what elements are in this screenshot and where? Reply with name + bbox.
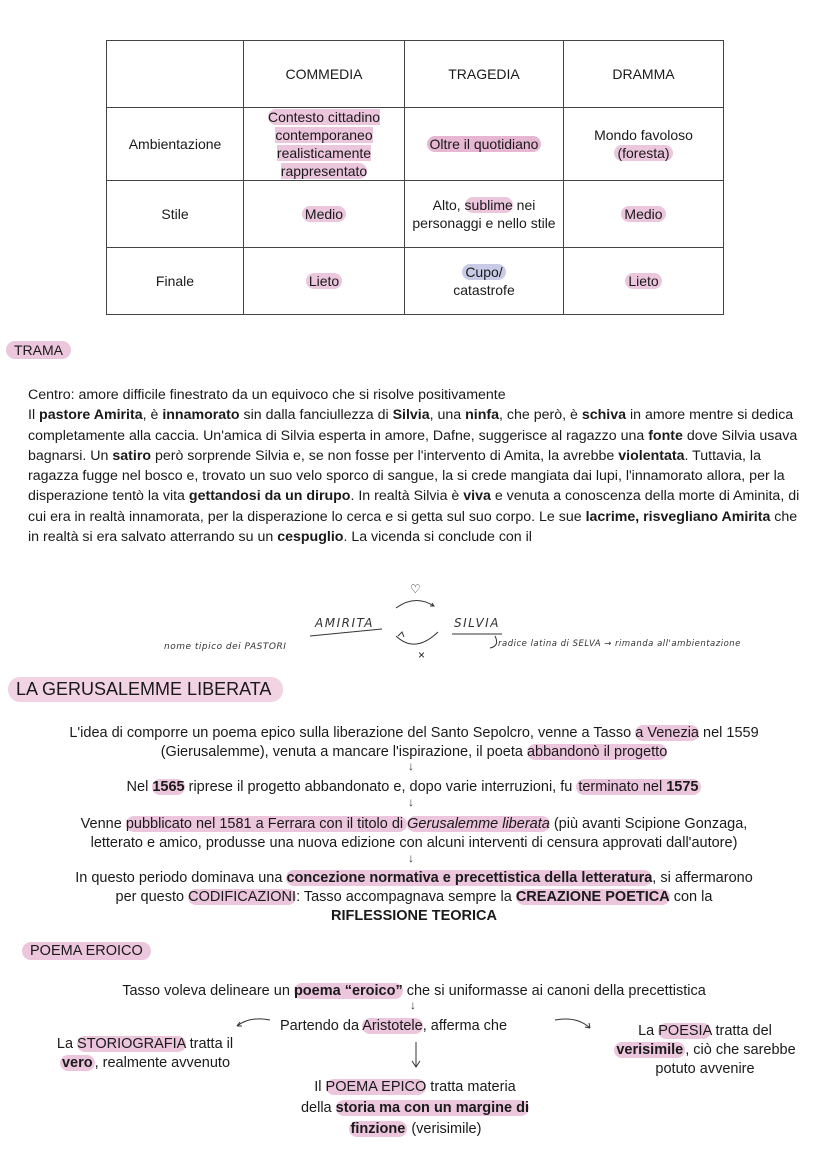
text: La xyxy=(56,1036,78,1052)
text: Tasso voleva delineare un xyxy=(122,983,294,999)
text: concezione normativa e precettistica della letteratura xyxy=(286,870,653,886)
cell-dramma-ambientazione xyxy=(564,108,724,181)
text: viva xyxy=(463,488,491,505)
cell-text: Oltre il quotidiano xyxy=(427,136,542,152)
gerusalemme-step-3 xyxy=(0,815,828,853)
cell-commedia-stile xyxy=(244,181,405,248)
text: POEMA EPICO xyxy=(325,1079,427,1095)
text: storia ma con un margine di xyxy=(335,1100,530,1116)
gerusalemme-step-2 xyxy=(0,778,828,797)
text: della xyxy=(300,1100,336,1116)
cell-text: Medio xyxy=(621,206,665,222)
cell-text: Mondo favoloso xyxy=(594,127,693,143)
text: , che però, è xyxy=(499,407,582,424)
cell-tragedia-finale xyxy=(405,248,564,315)
text: Nel xyxy=(126,779,153,795)
text: L'idea di comporre un poema epico sulla liberazione del Santo Sepolcro, venne a Tasso xyxy=(69,725,636,741)
text: In questo periodo dominava una xyxy=(75,870,287,886)
cell-text: (foresta) xyxy=(614,145,672,161)
text: schiva xyxy=(581,407,627,424)
trama-heading: TRAMA xyxy=(6,341,71,359)
text: : Tasso accompagnava sempre la xyxy=(296,889,516,905)
cell-commedia-ambientazione xyxy=(244,108,405,181)
text: Aristotele xyxy=(362,1018,423,1034)
text: in amore mentre si dedica completamente alla caccia. Un'amica di Silvia esperta in amore, Dafne, suggerisce al ragazzo una xyxy=(28,407,794,444)
text: però sorprende Silvia e, se non fosse per l'intervento di Amita, la avrebbe xyxy=(151,447,619,464)
text: CODIFICAZIONI xyxy=(188,889,297,905)
text: vero xyxy=(61,1055,93,1071)
text: , una xyxy=(429,407,466,424)
down-arrow-icon: ↓ xyxy=(408,851,414,865)
cell-text: Contesto cittadino contemporaneo realisticamente rappresentato xyxy=(267,109,381,179)
text: verisimile xyxy=(616,1042,684,1058)
text: POESIA xyxy=(658,1023,712,1039)
gerusalemme-step-4 xyxy=(0,869,828,926)
text: riprese il progetto abbandonato e, dopo varie interruzioni, fu xyxy=(184,779,577,795)
text: Venne xyxy=(80,816,126,832)
comparison-table xyxy=(106,40,724,315)
poema-heading: POEMA EROICO xyxy=(22,942,151,960)
text: violentata xyxy=(618,447,685,464)
text: che si uniformasse ai canoni della precettistica xyxy=(402,983,706,999)
text: a Venezia xyxy=(635,725,699,741)
cell-text: Alto, xyxy=(432,197,465,213)
text: ninfa xyxy=(465,407,500,424)
cell-dramma-stile xyxy=(564,181,724,248)
text: cespuglio xyxy=(277,529,344,546)
poema-arrows xyxy=(225,1012,605,1072)
trama-intro: Centro: amore difficile finestrato da un equivoco che si risolve positivamente xyxy=(28,387,506,403)
gerusalemme-heading: LA GERUSALEMME LIBERATA xyxy=(8,677,283,702)
text: che in realtà si era salvato atterrando su un xyxy=(28,508,798,546)
gerusalemme-step-1 xyxy=(0,724,828,762)
text: con la xyxy=(669,889,713,905)
row-label-stile: Stile xyxy=(107,181,244,248)
cell-tragedia-stile xyxy=(405,181,564,248)
table-header-empty xyxy=(107,41,244,108)
sketch-note-selva: radice latina di SELVA → rimanda all'ambientazione xyxy=(498,639,741,649)
cell-text: catastrofe xyxy=(453,282,515,298)
text: Silvia xyxy=(392,407,430,424)
poema-storiografia xyxy=(20,1035,270,1073)
text: , afferma che xyxy=(422,1018,508,1034)
text: abbandonò il progetto xyxy=(526,744,668,760)
cross-icon: × xyxy=(418,648,426,662)
text: La xyxy=(638,1023,659,1039)
sketch-name-silvia: SILVIA xyxy=(454,616,500,630)
text: nel 1559 xyxy=(698,725,759,741)
text: , è xyxy=(142,407,163,424)
table-header-dramma: DRAMMA xyxy=(564,41,724,108)
text: Partendo da xyxy=(280,1018,363,1034)
heart-icon: ♡ xyxy=(410,582,421,596)
text: fonte xyxy=(648,427,683,444)
text: (Gierusalemme), venuta a mancare l'ispirazione, il poeta xyxy=(160,744,527,760)
text: pastore Amirita xyxy=(39,407,143,424)
text: (verisimile) xyxy=(407,1121,482,1137)
row-label-ambientazione: Ambientazione xyxy=(107,108,244,181)
text: poema “eroico” xyxy=(293,983,403,999)
cell-text: Medio xyxy=(302,206,346,222)
text: innamorato xyxy=(162,407,240,424)
text: Il xyxy=(28,407,40,424)
text: STORIOGRAFIA xyxy=(77,1036,186,1052)
text: RIFLESSIONE TEORICA xyxy=(331,908,497,924)
trama-text xyxy=(28,385,803,547)
text: gettandosi da un dirupo xyxy=(188,488,351,505)
text: potuto avvenire xyxy=(655,1061,755,1077)
text: . La vicenda si conclude con il xyxy=(343,529,532,546)
text: 1575 xyxy=(666,779,701,795)
text: satiro xyxy=(112,447,152,464)
text: 1565 xyxy=(152,779,185,795)
character-sketch xyxy=(160,584,760,664)
text: terminato nel xyxy=(578,779,667,795)
table-header-commedia: COMMEDIA xyxy=(244,41,405,108)
text: dove Silvia usava bagnarsi. Un xyxy=(28,427,798,464)
text: , ciò che sarebbe xyxy=(685,1042,796,1058)
text: pubblicato nel 1581 a Ferrara con il titolo di xyxy=(125,816,408,832)
text: , si affermarono xyxy=(652,870,753,886)
text: tratta del xyxy=(711,1023,772,1039)
text: letterato e amico, produsse una nuova edizione con alcuni interventi di censura approvati dall'autore) xyxy=(90,835,738,851)
text: . Tuttavia, la ragazza fugge nel bosco e, trovato un suo velo sporco di sangue, la si crede mangiata dai lupi, l'innamorato allora, per la disperazione tentò la vita xyxy=(28,447,785,505)
cell-commedia-finale xyxy=(244,248,405,315)
text: tratta materia xyxy=(426,1079,516,1095)
text: tratta il xyxy=(185,1036,234,1052)
row-label-finale: Finale xyxy=(107,248,244,315)
cell-text: Lieto xyxy=(625,273,661,289)
down-arrow-icon: ↓ xyxy=(408,795,414,809)
cell-text: Cupo/ xyxy=(462,264,505,280)
text: , realmente avvenuto xyxy=(94,1055,231,1071)
text: e venuta a conoscenza della morte di Aminita, di cui era in realtà innamorata, per la disperazione lo cerca e si getta sul suo corpo. Le sue xyxy=(28,488,800,525)
cell-text: nei personaggi e nello stile xyxy=(412,197,556,231)
text: sin dalla fanciullezza di xyxy=(239,407,393,424)
cell-text: sublime xyxy=(464,197,513,213)
poema-epico xyxy=(250,1077,580,1140)
text: . In realtà Silvia è xyxy=(350,488,464,505)
cell-dramma-finale xyxy=(564,248,724,315)
text: Gerusalemme liberata xyxy=(407,816,550,832)
down-arrow-icon: ↓ xyxy=(410,998,416,1012)
text: per questo xyxy=(115,889,189,905)
sketch-note-pastori: nome tipico dei PASTORI xyxy=(164,642,287,652)
text: CREAZIONE POETICA xyxy=(515,889,670,905)
text: finzione xyxy=(350,1121,406,1137)
sketch-name-amirita: AMIRITA xyxy=(315,616,374,630)
trama-paragraph xyxy=(28,405,803,547)
text: lacrime, risvegliano Amirita xyxy=(585,508,771,525)
text: (più avanti Scipione Gonzaga, xyxy=(549,816,748,832)
poema-poesia xyxy=(590,1022,820,1079)
down-arrow-icon: ↓ xyxy=(408,759,414,773)
table-header-tragedia: TRAGEDIA xyxy=(405,41,564,108)
cell-text: Lieto xyxy=(306,273,342,289)
cell-tragedia-ambientazione xyxy=(405,108,564,181)
text: Il xyxy=(314,1079,326,1095)
